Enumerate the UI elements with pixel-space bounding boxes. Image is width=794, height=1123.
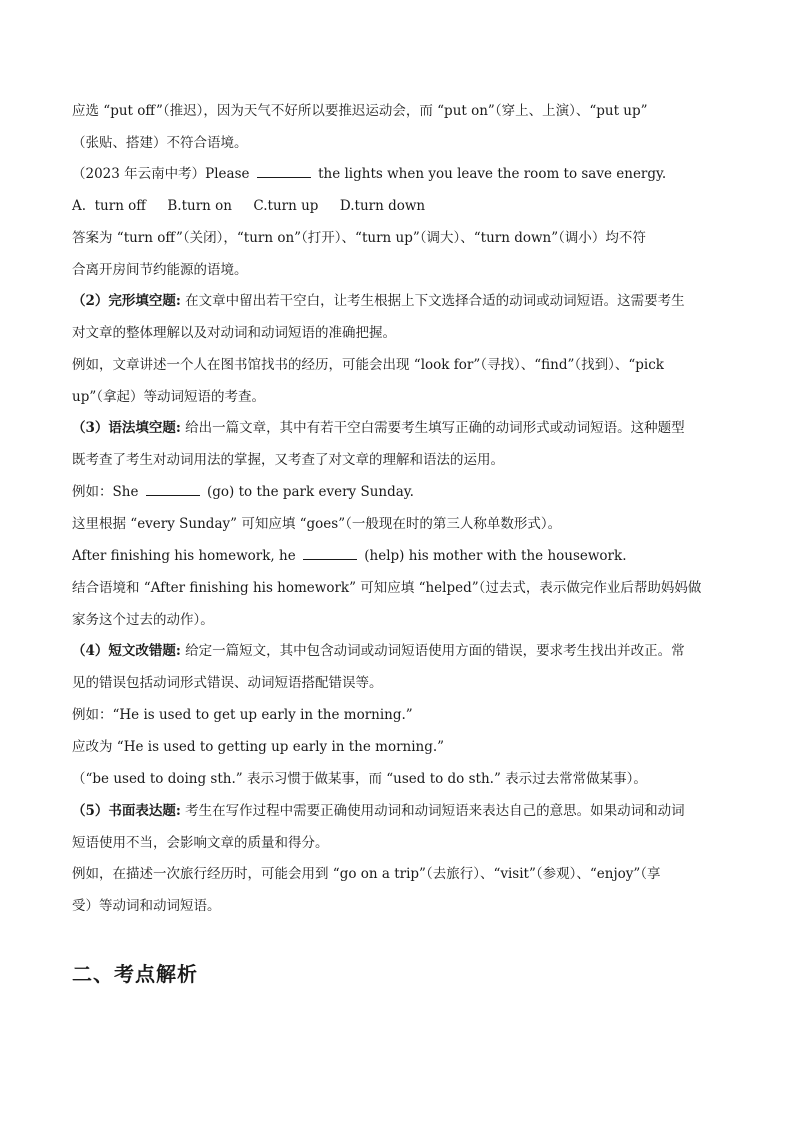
item-heading: （3）语法填空题: <box>72 420 181 436</box>
example-text: 例如：She <box>72 484 143 500</box>
answer-blank <box>303 545 357 560</box>
paragraph-error-correction <box>72 635 724 699</box>
explanation-used-to: （“be used to doing sth.” 表示习惯于做某事，而 “used to do sth.” 表示过去常常做某事）。 <box>72 771 647 787</box>
paragraph-answer-explanation <box>72 222 724 286</box>
text-line: 应选 “put off”（推迟），因为天气不好所以要推迟运动会，而 “put on”（穿上、上演）、“put up” <box>72 103 648 119</box>
paragraph-writing-example <box>72 858 724 922</box>
text-line: 受）等动词和动词短语。 <box>72 898 221 914</box>
item-heading: （4）短文改错题: <box>72 643 181 659</box>
text-line: 短语使用不当，会影响文章的质量和得分。 <box>72 835 329 851</box>
text-line: 在文章中留出若干空白，让考生根据上下文选择合适的动词或动词短语。这需要考生 <box>180 293 685 309</box>
example-text: (help) his mother with the housework. <box>359 548 627 564</box>
text-line: 给出一篇文章，其中有若干空白需要考生填写正确的动词形式或动词短语。这种题型 <box>180 420 685 436</box>
text-line: 既考查了考生对动词用法的掌握，又考查了对文章的理解和语法的运用。 <box>72 452 504 468</box>
section-heading: 二、考点解析 <box>72 962 198 986</box>
item-heading: （5）书面表达题: <box>72 803 181 819</box>
paragraph-put-off-answer <box>72 95 724 159</box>
example-text: (go) to the park every Sunday. <box>202 484 414 500</box>
text-line: up”（拿起）等动词短语的考查。 <box>72 389 265 405</box>
question-text: the lights when you leave the room to save energy. <box>313 166 667 182</box>
paragraph-cloze-test <box>72 285 724 349</box>
example-corrected-sentence: 应改为 “He is used to getting up early in the morning.” <box>72 739 445 755</box>
answer-options: A. turn off B.turn on C.turn up D.turn down <box>72 198 426 214</box>
text-line: 考生在写作过程中需要正确使用动词和动词短语来表达自己的意思。如果动词和动词 <box>180 803 685 819</box>
text-line: 给定一篇短文，其中包含动词或动词短语使用方面的错误，要求考生找出并改正。常 <box>180 643 685 659</box>
question-yunnan-2023 <box>72 158 724 190</box>
explanation-goes: 这里根据 “every Sunday” 可知应填 “goes”（一般现在时的第三人称单数形式）。 <box>72 516 562 532</box>
example-wrong-sentence: 例如：“He is used to get up early in the morning.” <box>72 707 413 723</box>
example-she-goes <box>72 476 724 508</box>
explanation-helped <box>72 572 724 636</box>
text-line: 家务这个过去的动作）。 <box>72 612 214 628</box>
text-line: （张贴、搭建）不符合语境。 <box>72 135 248 151</box>
text-line: 对文章的整体理解以及对动词和动词短语的准确把握。 <box>72 325 396 341</box>
answer-blank <box>257 163 311 178</box>
answer-blank <box>146 481 200 496</box>
paragraph-grammar-fill <box>72 412 724 476</box>
paragraph-writing-task <box>72 795 724 859</box>
example-text: After finishing his homework, he <box>72 548 300 564</box>
text-line: 见的错误包括动词形式错误、动词短语搭配错误等。 <box>72 675 383 691</box>
item-heading: （2）完形填空题: <box>72 293 181 309</box>
paragraph-cloze-example <box>72 349 724 413</box>
text-line: 例如，在描述一次旅行经历时，可能会用到 “go on a trip”（去旅行）、“visit”（参观）、“enjoy”（享 <box>72 866 661 882</box>
question-text: （2023 年云南中考）Please <box>72 166 254 182</box>
text-line: 合离开房间节约能源的语境。 <box>72 262 248 278</box>
text-line: 例如，文章讲述一个人在图书馆找书的经历，可能会出现 “look for”（寻找）、“find”（找到）、“pick <box>72 357 664 373</box>
text-line: 答案为 “turn off”（关闭），“turn on”（打开）、“turn up”（调大）、“turn down”（调小）均不符 <box>72 230 646 246</box>
text-line: 结合语境和 “After finishing his homework” 可知应填 “helped”（过去式，表示做完作业后帮助妈妈做 <box>72 580 702 596</box>
example-he-helped <box>72 540 724 572</box>
